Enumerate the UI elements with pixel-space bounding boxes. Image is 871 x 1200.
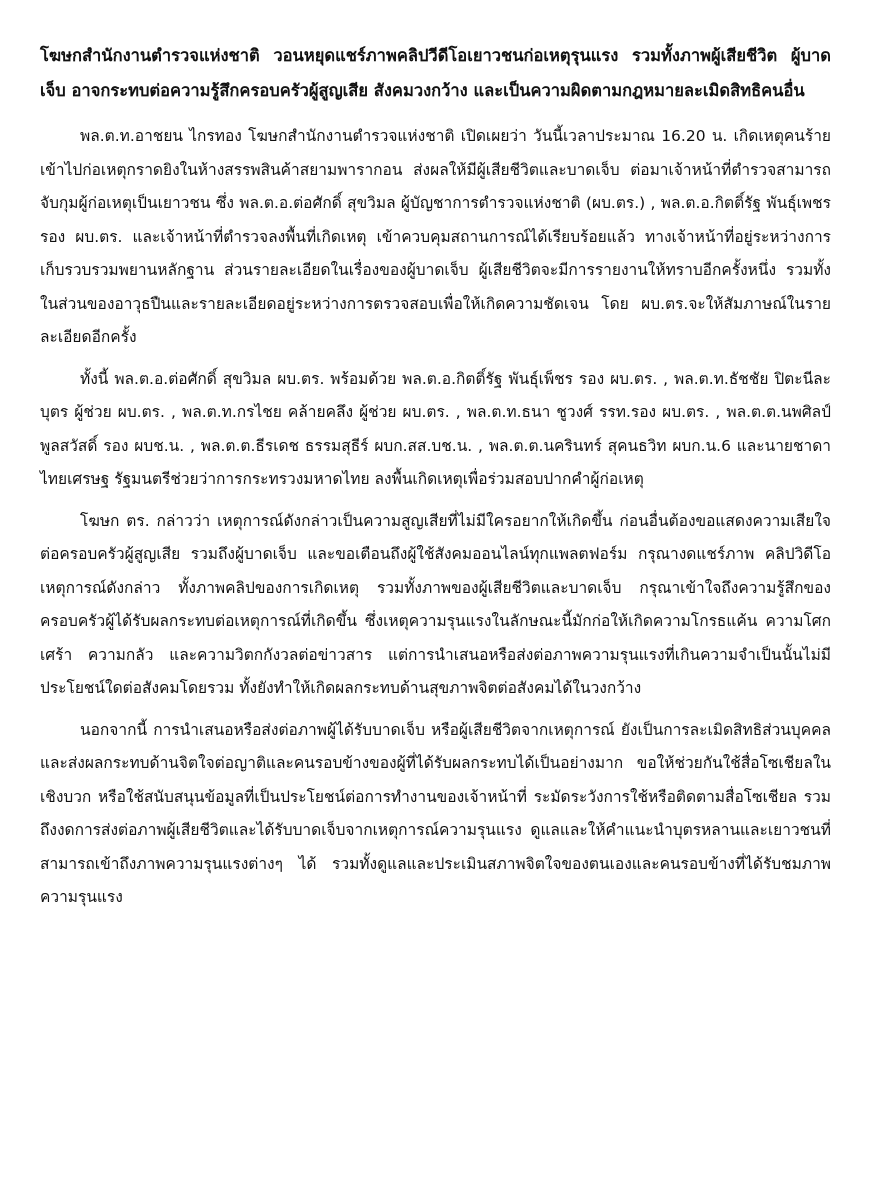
paragraph-stop-sharing-appeal: โฆษก ตร. กล่าวว่า เหตุการณ์ดังกล่าวเป็นความสูญเสียที่ไม่มีใครอยากให้เกิดขึ้น ก่อนอื่นต้องขอแสดงความเสียใจต่อครอบครัวผู้สูญเสีย รวมถึงผู้บาดเจ็บ และขอเตือนถึงผู้ใช้สังคมออนไลน์ทุกแพลตฟอร์ม กรุณางดแชร์ภาพ คลิปวิดีโอ เหตุการณ์ดังกล่าว ทั้งภาพคลิปของการเกิดเหตุ รวมทั้งภาพของผู้เสียชีวิตและบาดเจ็บ กรุณาเข้าใจถึงความรู้สึกของครอบครัวผู้ได้รับผลกระทบต่อเหตุการณ์ที่เกิดขึ้น ซึ่งเหตุความรุนแรงในลักษณะนี้มักก่อให้เกิดความโกรธแค้น ความโศกเศร้า ความกลัว และความวิตกกังวลต่อข่าวสาร แต่การนำเสนอหรือส่งต่อภาพความรุนแรงที่เกินความจำเป็นนั้นไม่มีประโยชน์ใดต่อสังคมโดยรวม ทั้งยังทำให้เกิดผลกระทบด้านสุขภาพจิตต่อสังคมได้ในวงกว้าง [40,511,831,697]
paragraph-officials-on-site: ทั้งนี้ พล.ต.อ.ต่อศักดิ์ สุขวิมล ผบ.ตร. พร้อมด้วย พล.ต.อ.กิตติ์รัฐ พันธุ์เพ็ชร รอง ผบ.ตร. , พล.ต.ท.ธัชชัย ปิตะนีละบุตร ผู้ช่วย ผบ.ตร. , พล.ต.ท.กรไชย คล้ายคลึง ผู้ช่วย ผบ.ตร. , พล.ต.ท.ธนา ชูวงศ์ รรท.รอง ผบ.ตร. , พล.ต.ต.นพศิลป์ พูลสวัสดิ์ รอง ผบช.น. , พล.ต.ต.ธีรเดช ธรรมสุธีร์ ผบก.สส.บช.น. , พล.ต.ต.นครินทร์ สุคนธวิท ผบก.น.6 และนายชาดา ไทยเศรษฐ รัฐมนตรีช่วยว่าการกระทรวงมหาดไทย ลงพื้นเกิดเหตุเพื่อร่วมสอบปากคำผู้ก่อเหตุ [40,369,831,488]
press-release-title: โฆษกสำนักงานตำรวจแห่งชาติ วอนหยุดแชร์ภาพคลิปวีดีโอเยาวชนก่อเหตุรุนแรง รวมทั้งภาพผู้เสียชีวิต ผู้บาดเจ็บ อาจกระทบต่อความรู้สึกครอบครัวผู้สูญเสีย สังคมวงกว้าง และเป็นความผิดตามกฎหมายละเมิดสิทธิคนอื่น [40,46,831,100]
paragraph-privacy-and-guidance: นอกจากนี้ การนำเสนอหรือส่งต่อภาพผู้ได้รับบาดเจ็บ หรือผู้เสียชีวิตจากเหตุการณ์ ยังเป็นการละเมิดสิทธิส่วนบุคคล และส่งผลกระทบด้านจิตใจต่อญาติและคนรอบข้างของผู้ที่ได้รับผลกระทบได้เป็นอย่างมาก ขอให้ช่วยกันใช้สื่อโซเชียลในเชิงบวก หรือใช้สนับสนุนข้อมูลที่เป็นประโยชน์ต่อการทำงานของเจ้าหน้าที่ ระมัดระวังการใช้หรือติดตามสื่อโซเชียล รวมถึงงดการส่งต่อภาพผู้เสียชีวิตและได้รับบาดเจ็บจากเหตุการณ์ความรุนแรง ดูแลและให้คำแนะนำบุตรหลานและเยาวชนที่สามารถเข้าถึงภาพความรุนแรงต่างๆ ได้ รวมทั้งดูแลและประเมินสภาพจิตใจของตนเองและคนรอบข้างที่ได้รับชมภาพความรุนแรง [40,720,831,906]
paragraph-incident-report: พล.ต.ท.อาชยน ไกรทอง โฆษกสำนักงานตำรวจแห่งชาติ เปิดเผยว่า วันนี้เวลาประมาณ 16.20 น. เกิดเหตุคนร้ายเข้าไปก่อเหตุกราดยิงในห้างสรรพสินค้าสยามพารากอน ส่งผลให้มีผู้เสียชีวิตและบาดเจ็บ ต่อมาเจ้าหน้าที่ตำรวจสามารถจับกุมผู้ก่อเหตุเป็นเยาวชน ซึ่ง พล.ต.อ.ต่อศักดิ์ สุขวิมล ผู้บัญชาการตำรวจแห่งชาติ (ผบ.ตร.) , พล.ต.อ.กิตติ์รัฐ พันธุ์เพชร รอง ผบ.ตร. และเจ้าหน้าที่ตำรวจลงพื้นที่เกิดเหตุ เข้าควบคุมสถานการณ์ได้เรียบร้อยแล้ว ทางเจ้าหน้าที่อยู่ระหว่างการเก็บรวบรวมพยานหลักฐาน ส่วนรายละเอียดในเรื่องของผู้บาดเจ็บ ผู้เสียชีวิตจะมีการรายงานให้ทราบอีกครั้งหนึ่ง รวมทั้งในส่วนของอาวุธปืนและรายละเอียดอยู่ระหว่างการตรวจสอบเพื่อให้เกิดความชัดเจน โดย ผบ.ตร.จะให้สัมภาษณ์ในรายละเอียดอีกครั้ง [40,127,831,346]
